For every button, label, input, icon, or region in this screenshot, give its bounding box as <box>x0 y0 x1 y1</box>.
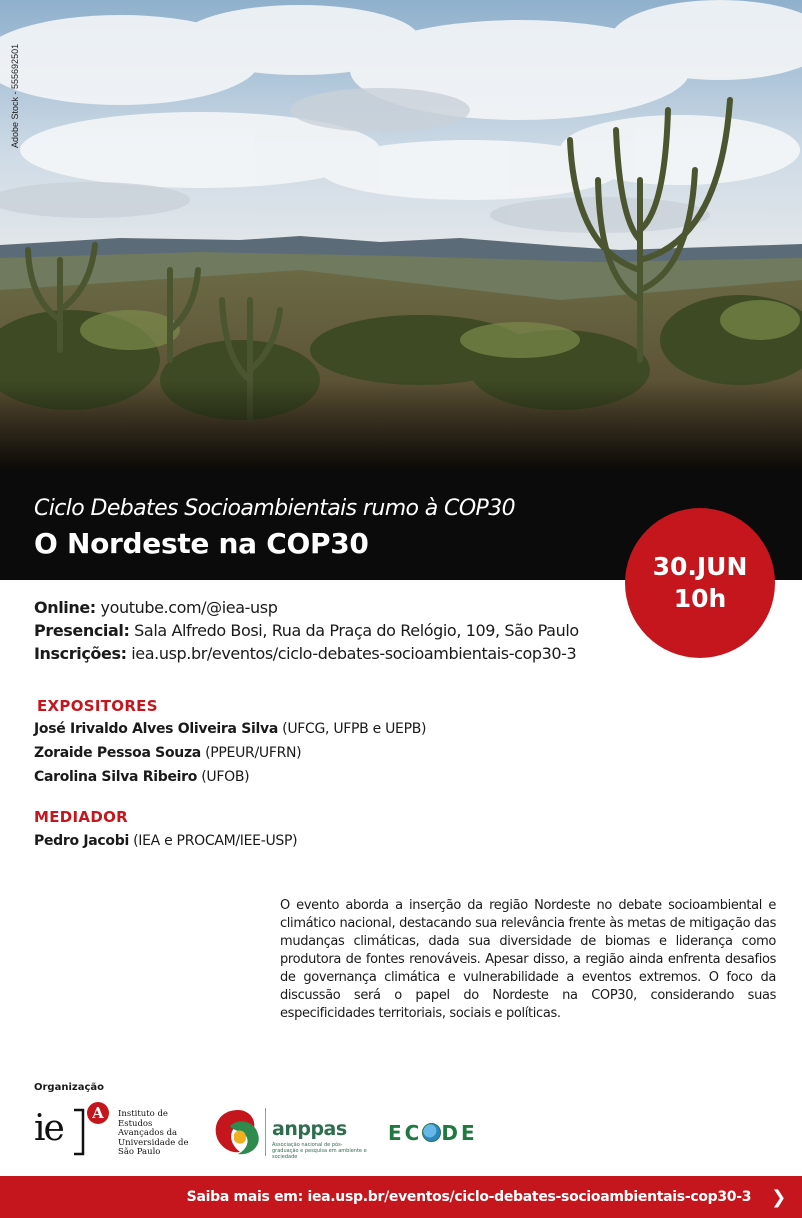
event-description: O evento aborda a inserção da região Nordeste no debate socioambiental e climático nacional, destacando sua relevância frente às metas de mitigação das mudanças climáticas, dada sua diversidade de biomas e liderança como produtora de fontes renováveis. Apesar disso, a região ainda enfrenta desafios de governança climática e vulnerabilidade a eventos extremos. O foco da discussão será o papel do Nordeste na COP30, considerando suas especificidades territoriais, sociais e políticas. <box>280 898 776 1021</box>
inscricoes-label: Inscrições: <box>34 644 127 663</box>
globe-icon <box>422 1123 441 1142</box>
person-name: Pedro Jacobi <box>34 833 129 849</box>
online-line <box>34 596 579 619</box>
event-info <box>34 596 579 665</box>
presencial-label: Presencial: <box>34 621 130 640</box>
iea-institution-name: Instituto de Estudos Avançados da Universidade de São Paulo <box>118 1109 189 1157</box>
hero-photo <box>0 0 802 580</box>
inscricoes-line <box>34 642 579 665</box>
iea-logo[interactable] <box>34 1102 194 1160</box>
list-item <box>34 741 426 765</box>
anppas-logo[interactable] <box>210 1104 370 1160</box>
series-subtitle: Ciclo Debates Socioambientais rumo à COP30 <box>34 496 515 521</box>
photo-credit: Adobe Stock - 555692501 <box>10 43 20 148</box>
person-name: Carolina Silva Ribeiro <box>34 769 198 785</box>
person-name: José Irivaldo Alves Oliveira Silva <box>34 721 278 737</box>
date-badge <box>625 508 775 658</box>
expositores-list <box>34 717 426 789</box>
mediador-heading: MEDIADOR <box>34 808 128 826</box>
footer-link[interactable]: Saiba mais em: iea.usp.br/eventos/ciclo-debates-socioambientais-cop30-3 <box>186 1189 752 1205</box>
mediador-list <box>34 829 297 853</box>
anppas-wordmark: anppas <box>272 1118 347 1140</box>
hero-text <box>34 496 515 560</box>
person-affiliation: (UFOB) <box>201 769 250 785</box>
event-title: O Nordeste na COP30 <box>34 527 369 560</box>
caatinga-landscape-image <box>0 0 802 580</box>
presencial-address: Sala Alfredo Bosi, Rua da Praça do Relógio, 109, São Paulo <box>134 621 579 640</box>
anppas-symbol-icon <box>210 1106 266 1158</box>
expositores-heading: EXPOSITORES <box>37 697 158 715</box>
online-label: Online: <box>34 598 96 617</box>
iea-a-icon: A <box>87 1102 109 1124</box>
list-item <box>34 829 297 853</box>
inscricoes-link[interactable]: iea.usp.br/eventos/ciclo-debates-socioambientais-cop30-3 <box>131 644 577 663</box>
person-affiliation: (UFCG, UFPB e UEPB) <box>282 721 427 737</box>
person-affiliation: (IEA e PROCAM/IEE-USP) <box>133 833 298 849</box>
organizacao-label: Organização <box>34 1082 104 1093</box>
ecode-logo[interactable] <box>388 1121 478 1145</box>
presencial-line <box>34 619 579 642</box>
chevron-right-icon[interactable]: ❯ <box>771 1186 786 1208</box>
footer-link-bar[interactable] <box>0 1176 802 1218</box>
list-item <box>34 717 426 741</box>
bracket-icon <box>72 1108 86 1156</box>
iea-wordmark: ie <box>34 1108 63 1149</box>
ecode-left: EC <box>388 1121 423 1145</box>
event-time: 10h <box>673 584 727 613</box>
person-affiliation: (PPEUR/UFRN) <box>205 745 302 761</box>
anppas-tagline: Associação nacional de pós-graduação e pesquisa em ambiente e sociedade <box>272 1142 367 1160</box>
person-name: Zoraide Pessoa Souza <box>34 745 201 761</box>
ecode-right: DE <box>441 1121 478 1145</box>
list-item <box>34 765 426 789</box>
online-link[interactable]: youtube.com/@iea-usp <box>100 598 278 617</box>
event-date: 30.JUN <box>652 551 748 581</box>
